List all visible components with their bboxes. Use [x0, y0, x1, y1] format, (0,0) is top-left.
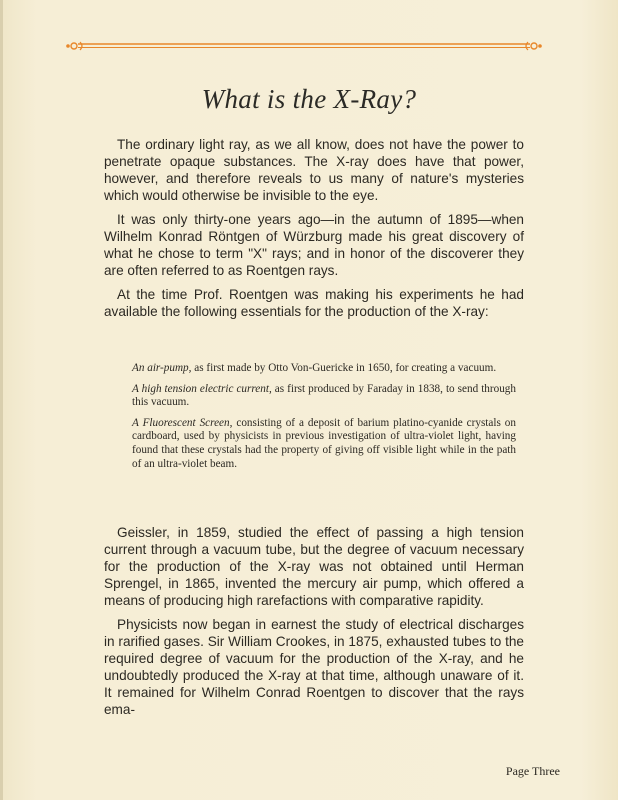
- ornament-rule-icon: [64, 40, 544, 52]
- essential-description: consisting of a deposit of barium platino-cyanide crystals on cardboard, used by physicists in previous investigation of ultra-violet light, having found that these crystals had the property of giving off visible light while in the path of an ultra-violet beam.: [132, 416, 516, 470]
- intro-text: [104, 136, 524, 327]
- essential-term: An air-pump,: [132, 362, 192, 374]
- decorative-header-rule: [64, 40, 544, 52]
- paragraph: At the time Prof. Roentgen was making his experiments he had available the following essentials for the production of the X-ray:: [104, 287, 524, 319]
- essential-description: as first made by Otto Von-Guericke in 1650, for creating a vacuum.: [191, 362, 497, 374]
- paragraph: Physicists now began in earnest the study of electrical discharges in rarified gases. Sir William Crookes, in 1875, exhausted tubes to the required degree of vacuum for the production of the X-ray, and he undoubtedly produced the X-ray at that time, although unaware of it. It remained for Wilhelm Conrad Roentgen to discover that the rays ema-: [104, 617, 524, 717]
- essentials-list: [132, 362, 516, 478]
- essential-term: A Fluorescent Screen,: [132, 416, 233, 429]
- page-spine: [0, 0, 3, 800]
- page-number: Page Three: [505, 764, 560, 778]
- paragraph: Geissler, in 1859, studied the effect of passing a high tension current through a vacuum tube, but the degree of vacuum necessary for the production of the X-ray was not obtained until Herman Sprengel, in 1865, invented the mercury air pump, which offered a means of producing high rarefactions with comparative rapidity.: [104, 525, 524, 608]
- page-title: What is the X-Ray?: [201, 84, 417, 114]
- list-item: [132, 362, 516, 376]
- list-item: [132, 383, 516, 410]
- history-text: [104, 524, 524, 725]
- list-item: [132, 417, 516, 471]
- paragraph: It was only thirty-one years ago—in the autumn of 1895—when Wilhelm Konrad Röntgen of Würzburg made his great discovery of what he chose to term "X" rays; and in honor of the discoverer they are often referred to as Roentgen rays.: [104, 212, 524, 278]
- essential-description: as first produced by Faraday in 1838, to send through this vacuum.: [132, 382, 516, 409]
- paragraph: The ordinary light ray, as we all know, does not have the power to penetrate opaque substances. The X-ray does have that power, however, and therefore reveals to us many of nature's mysteries which would otherwise be invisible to the eye.: [104, 137, 524, 203]
- essential-term: A high tension electric current,: [132, 382, 272, 395]
